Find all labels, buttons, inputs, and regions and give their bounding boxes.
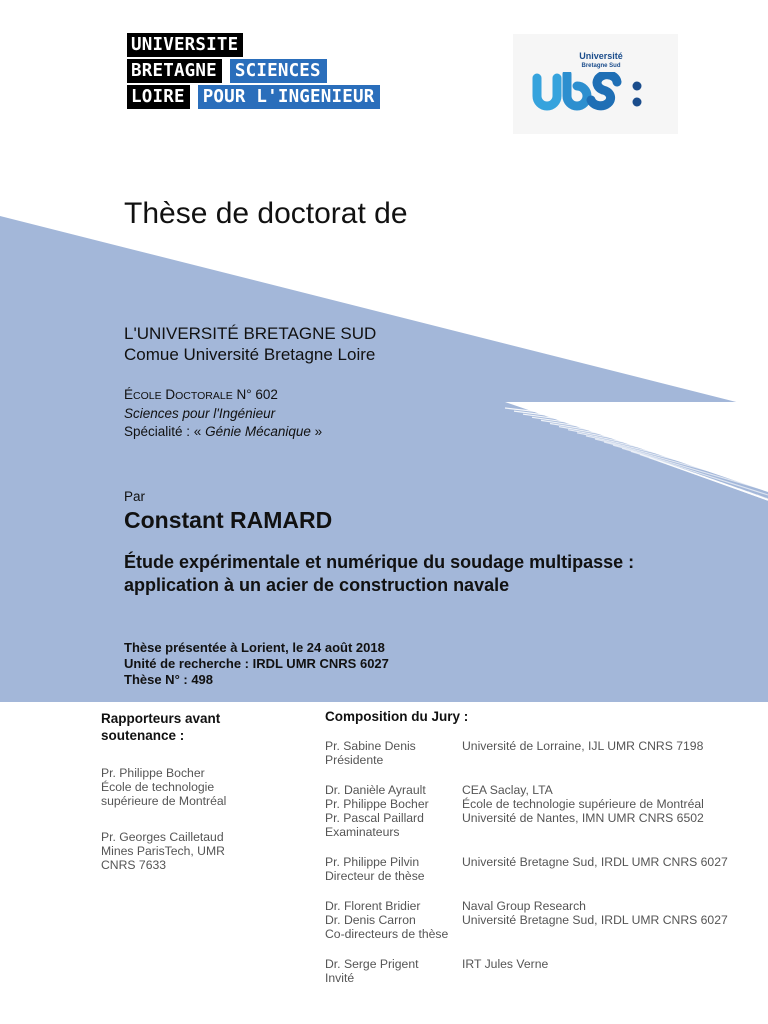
jury-role: Présidente	[325, 753, 384, 767]
jury-group	[325, 899, 765, 941]
comue-name: Comue Université Bretagne Loire	[124, 345, 376, 364]
author-name: Constant RAMARD	[124, 507, 333, 533]
ubl-logo-loire: LOIRE	[127, 85, 190, 109]
rapporteur-entry	[101, 830, 251, 872]
rapporteur-affiliation: CNRS 7633	[101, 858, 167, 872]
jury-member	[325, 957, 765, 971]
ubl-logo-separator	[222, 59, 230, 83]
ubs-wordmark-icon	[531, 72, 661, 112]
ubs-logo-brand	[565, 52, 637, 71]
rapporteur-name: Pr. Philippe Bocher	[101, 766, 205, 780]
jury-member-name: Pr. Philippe Bocher	[325, 797, 429, 811]
ubl-logo-bretagne: BRETAGNE	[127, 59, 222, 83]
jury-role: Directeur de thèse	[325, 869, 425, 883]
jury-group	[325, 783, 765, 839]
ubl-logo-separator	[190, 85, 198, 109]
jury-member-affiliation: Université de Nantes, IMN UMR CNRS 6502	[462, 811, 704, 825]
ubl-logo-pour-lingenieur: POUR L'INGENIEUR	[198, 85, 381, 109]
rapporteur-name: Pr. Georges Cailletaud	[101, 830, 224, 844]
speciality: Spécialité : « Génie Mécanique »	[124, 424, 323, 439]
jury-member-name: Pr. Philippe Pilvin	[325, 855, 420, 869]
rapporteur-entry	[101, 766, 251, 808]
ubs-logo-name: Université	[579, 51, 623, 61]
jury-group	[325, 957, 765, 985]
rapporteurs-heading: Rapporteurs avant soutenance :	[101, 711, 221, 743]
doctoral-school: ÉCOLE DOCTORALE N° 602	[124, 387, 278, 402]
doctoral-school-block	[124, 386, 322, 441]
ubs-logo-subname: Bretagne Sud	[581, 63, 621, 69]
jury-member	[325, 797, 765, 811]
jury-member	[325, 783, 765, 797]
jury-member	[325, 855, 765, 869]
ubl-logo	[127, 32, 380, 110]
jury-member	[325, 739, 765, 753]
jury-member	[325, 913, 765, 927]
page-title: Thèse de doctorat de	[124, 197, 408, 230]
jury-member-name: Pr. Pascal Paillard	[325, 811, 424, 825]
jury-group	[325, 739, 765, 767]
ubl-logo-sciences: SCIENCES	[230, 59, 327, 83]
ubl-logo-row-3	[127, 84, 380, 110]
thesis-meta	[124, 640, 389, 688]
speciality-value: Génie Mécanique	[205, 424, 311, 439]
jury-member-affiliation: Université Bretagne Sud, IRDL UMR CNRS 6027	[462, 913, 728, 927]
rapporteur-affiliation: Mines ParisTech, UMR	[101, 844, 225, 858]
ubl-logo-row-1	[127, 32, 380, 58]
university-block	[124, 323, 376, 365]
ubl-logo-row-2	[127, 58, 380, 84]
jury-role: Examinateurs	[325, 825, 400, 839]
jury-member-name: Dr. Denis Carron	[325, 913, 416, 927]
jury-member	[325, 899, 765, 913]
jury-section	[325, 708, 765, 1001]
rapporteur-affiliation: École de technologie	[101, 780, 215, 794]
ubs-logo	[513, 34, 678, 134]
jury-heading: Composition du Jury :	[325, 709, 469, 724]
jury-member-name: Dr. Florent Bridier	[325, 899, 421, 913]
jury-member-affiliation: Université Bretagne Sud, IRDL UMR CNRS 6027	[462, 855, 728, 869]
thesis-number: Thèse N° : 498	[124, 672, 214, 687]
jury-member-name: Dr. Serge Prigent	[325, 957, 419, 971]
jury-group	[325, 855, 765, 883]
rapporteur-affiliation: supérieure de Montréal	[101, 794, 227, 808]
jury-member	[325, 811, 765, 825]
by-label: Par	[124, 489, 146, 504]
jury-member-name: Dr. Danièle Ayrault	[325, 783, 426, 797]
university-name: L'UNIVERSITÉ BRETAGNE SUD	[124, 324, 377, 343]
rapporteurs-section	[101, 710, 251, 872]
presentation-info: Thèse présentée à Lorient, le 24 août 2018	[124, 640, 385, 655]
doctoral-field: Sciences pour l'Ingénieur	[124, 406, 276, 421]
jury-member-name: Pr. Sabine Denis	[325, 739, 416, 753]
jury-role: Invité	[325, 971, 355, 985]
jury-member-affiliation: CEA Saclay, LTA	[462, 783, 553, 797]
jury-member-affiliation: Naval Group Research	[462, 899, 586, 913]
jury-member-affiliation: École de technologie supérieure de Montréal	[462, 797, 704, 811]
jury-role: Co-directeurs de thèse	[325, 927, 449, 941]
ubl-logo-universite: UNIVERSITE	[127, 33, 243, 57]
jury-member-affiliation: IRT Jules Verne	[462, 957, 549, 971]
jury-member-affiliation: Université de Lorraine, IJL UMR CNRS 7198	[462, 739, 704, 753]
research-unit: Unité de recherche : IRDL UMR CNRS 6027	[124, 656, 389, 671]
thesis-title: Étude expérimentale et numérique du soudage multipasse : application à un acier de construction navale	[124, 552, 635, 595]
